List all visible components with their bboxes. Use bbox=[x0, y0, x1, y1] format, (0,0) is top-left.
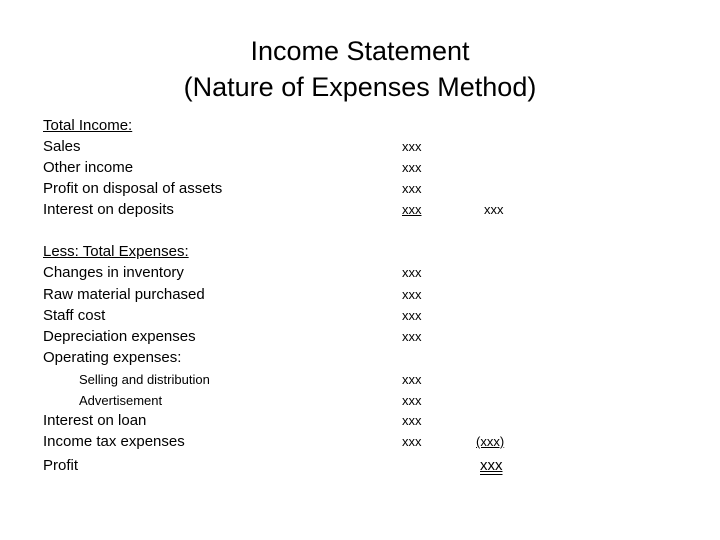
expense-label-operating: Operating expenses: bbox=[43, 349, 182, 366]
profit-label: Profit bbox=[43, 457, 79, 474]
income-label-sales: Sales bbox=[43, 138, 81, 155]
title-line-2: (Nature of Expenses Method) bbox=[183, 72, 537, 102]
income-amount-sales: xxx bbox=[402, 139, 422, 154]
income-amount-other: xxx bbox=[402, 160, 422, 175]
expense-label-depreciation: Depreciation expenses bbox=[43, 328, 196, 345]
income-label-interest: Interest on deposits bbox=[43, 201, 174, 218]
expenses-total: (xxx) bbox=[476, 434, 505, 449]
expense-amount-interest-loan: xxx bbox=[402, 413, 422, 428]
income-amount-interest: xxx bbox=[402, 202, 422, 217]
expense-label-inventory: Changes in inventory bbox=[43, 264, 184, 281]
expense-label-raw-material: Raw material purchased bbox=[43, 286, 205, 303]
expense-amount-income-tax: xxx bbox=[402, 434, 422, 449]
expense-label-selling: Selling and distribution bbox=[79, 372, 210, 387]
income-label-disposal: Profit on disposal of assets bbox=[43, 180, 223, 197]
expense-amount-depreciation: xxx bbox=[402, 329, 422, 344]
expense-amount-inventory: xxx bbox=[402, 265, 422, 280]
income-total: xxx bbox=[484, 202, 504, 217]
expense-amount-raw-material: xxx bbox=[402, 287, 422, 302]
expense-label-income-tax: Income tax expenses bbox=[43, 433, 185, 450]
expense-label-advertisement: Advertisement bbox=[79, 393, 163, 408]
expense-label-interest-loan: Interest on loan bbox=[43, 412, 147, 429]
title-line-1: Income Statement bbox=[250, 36, 470, 66]
profit-amount: xxx bbox=[480, 457, 503, 474]
expenses-heading: Less: Total Expenses: bbox=[43, 243, 189, 260]
income-label-other: Other income bbox=[43, 159, 134, 176]
income-amount-disposal: xxx bbox=[402, 181, 422, 196]
expense-amount-staff: xxx bbox=[402, 308, 422, 323]
expense-amount-advertisement: xxx bbox=[402, 393, 422, 408]
expense-label-staff: Staff cost bbox=[43, 307, 106, 324]
expense-amount-selling: xxx bbox=[402, 372, 422, 387]
income-heading: Total Income: bbox=[43, 117, 133, 134]
